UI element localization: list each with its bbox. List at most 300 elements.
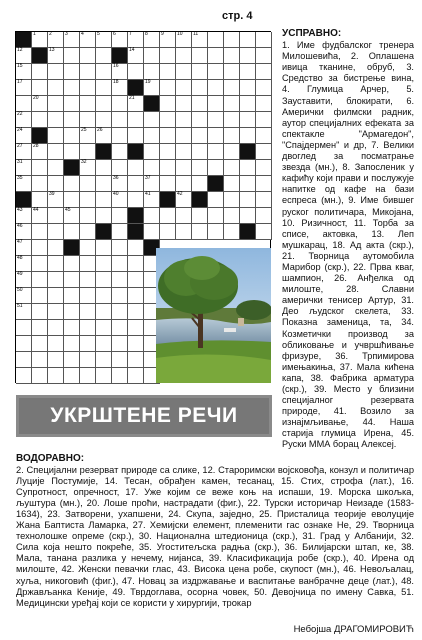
grid-cell[interactable]: [64, 320, 80, 336]
black-cell: [144, 96, 160, 112]
grid-cell[interactable]: [128, 160, 144, 176]
grid-cell[interactable]: [96, 160, 112, 176]
grid-cell[interactable]: [176, 112, 192, 128]
grid-cell[interactable]: [32, 112, 48, 128]
grid-cell[interactable]: [80, 368, 96, 384]
grid-cell[interactable]: [176, 96, 192, 112]
grid-cell[interactable]: [144, 160, 160, 176]
grid-cell[interactable]: [32, 272, 48, 288]
grid-cell[interactable]: [176, 160, 192, 176]
grid-cell[interactable]: [192, 80, 208, 96]
grid-cell[interactable]: [192, 48, 208, 64]
grid-cell[interactable]: [256, 176, 272, 192]
cell-number: 21: [129, 95, 135, 101]
cell-number: 28: [33, 143, 39, 149]
grid-cell[interactable]: [112, 112, 128, 128]
grid-cell[interactable]: [176, 208, 192, 224]
grid-cell[interactable]: [112, 144, 128, 160]
grid-cell[interactable]: [256, 192, 272, 208]
grid-cell[interactable]: [48, 144, 64, 160]
grid-cell[interactable]: [48, 80, 64, 96]
grid-cell[interactable]: [80, 80, 96, 96]
grid-cell[interactable]: [128, 368, 144, 384]
grid-cell[interactable]: [224, 80, 240, 96]
grid-cell[interactable]: [64, 32, 80, 48]
grid-cell[interactable]: [16, 144, 32, 160]
grid-cell[interactable]: [240, 176, 256, 192]
grid-cell[interactable]: [256, 80, 272, 96]
grid-cell[interactable]: [208, 32, 224, 48]
grid-cell[interactable]: [208, 80, 224, 96]
grid-cell[interactable]: [80, 144, 96, 160]
grid-cell[interactable]: [112, 288, 128, 304]
grid-cell[interactable]: [160, 32, 176, 48]
grid-cell[interactable]: [224, 208, 240, 224]
grid-cell[interactable]: [128, 304, 144, 320]
cell-number: 25: [81, 127, 87, 133]
vertical-clues-text: 1. Име фудбалског тренера Милошевића, 2. Оплашена ивица тканине, обруб, 3. Средство за бистрење вина, 4. Глумица Арчер, 5. Зауставити, блокирати, 6. Амерички филмски радник, аутор специјалних ефеката за спектакле "Армагедон", "Спајдермен" и др, 7. Велики двоглед за посматрање звезда (мн.), 8. Запосленик у кафићу који прави и послужује напитке од кафе на бази еспреса (мн.), 9. Име бившег руског политичара, Микојана, 10. Ризичност, 11. Торба за списе, актовка, 13. Леп мушкарац, 18. Ад акта (скр.), 21. Творница аутомобила Марибор (скр.), 22. Прва кваг, шампион, 26. Анђелка од милоште, 28. Славни амерички тенисер Артур, 31. Део људског скелета, 33. Показна заменица, та, 34. Козметички производ за обликовање и учвршћивање фризуре, 36. Трпимирова имењакиња, 37. Мала кићена капа, 38. Фабрика арматура (скр.), 39. Место у близини специјалног резервата природе, 41. Возило за изнајмљивање, 44. Наша старија глумица Ирена, 45. Руски ММА борац Алексеј.: [282, 40, 414, 450]
black-cell: [240, 144, 256, 160]
grid-cell[interactable]: [128, 288, 144, 304]
grid-cell[interactable]: [32, 32, 48, 48]
grid-cell[interactable]: [112, 224, 128, 240]
grid-cell[interactable]: [112, 160, 128, 176]
grid-cell[interactable]: [64, 128, 80, 144]
grid-cell[interactable]: [96, 288, 112, 304]
grid-cell[interactable]: [240, 128, 256, 144]
grid-cell[interactable]: [240, 160, 256, 176]
grid-cell[interactable]: [256, 112, 272, 128]
grid-cell[interactable]: [176, 176, 192, 192]
cell-number: 18: [113, 79, 119, 85]
grid-cell[interactable]: [16, 176, 32, 192]
grid-cell[interactable]: [80, 32, 96, 48]
grid-cell[interactable]: [64, 96, 80, 112]
grid-cell[interactable]: [144, 80, 160, 96]
grid-cell[interactable]: [48, 352, 64, 368]
grid-cell[interactable]: [16, 368, 32, 384]
grid-cell[interactable]: [160, 128, 176, 144]
grid-cell[interactable]: [80, 128, 96, 144]
grid-cell[interactable]: [176, 64, 192, 80]
black-cell: [128, 208, 144, 224]
grid-cell[interactable]: [256, 160, 272, 176]
grid-cell[interactable]: [224, 64, 240, 80]
grid-cell[interactable]: [96, 128, 112, 144]
grid-cell[interactable]: [96, 96, 112, 112]
grid-cell[interactable]: [32, 96, 48, 112]
cell-number: 11: [193, 31, 199, 37]
grid-cell[interactable]: [176, 80, 192, 96]
grid-cell[interactable]: [128, 336, 144, 352]
grid-cell[interactable]: [16, 240, 32, 256]
grid-cell[interactable]: [144, 64, 160, 80]
grid-cell[interactable]: [32, 256, 48, 272]
black-cell: [96, 144, 112, 160]
grid-cell[interactable]: [112, 192, 128, 208]
cell-number: 36: [113, 175, 119, 181]
grid-cell[interactable]: [48, 336, 64, 352]
grid-cell[interactable]: [112, 96, 128, 112]
grid-cell[interactable]: [16, 288, 32, 304]
grid-cell[interactable]: [128, 112, 144, 128]
grid-cell[interactable]: [64, 224, 80, 240]
grid-cell[interactable]: [112, 272, 128, 288]
grid-cell[interactable]: [80, 112, 96, 128]
grid-cell[interactable]: [128, 272, 144, 288]
cell-number: 31: [17, 159, 23, 165]
cell-number: 40: [113, 191, 119, 197]
grid-cell[interactable]: [112, 320, 128, 336]
grid-cell[interactable]: [80, 272, 96, 288]
grid-cell[interactable]: [112, 208, 128, 224]
grid-cell[interactable]: [192, 64, 208, 80]
grid-cell[interactable]: [80, 160, 96, 176]
grid-cell[interactable]: [128, 176, 144, 192]
grid-cell[interactable]: [208, 96, 224, 112]
grid-cell[interactable]: [208, 112, 224, 128]
grid-cell[interactable]: [48, 272, 64, 288]
grid-cell[interactable]: [192, 176, 208, 192]
grid-cell[interactable]: [48, 64, 64, 80]
grid-cell[interactable]: [80, 176, 96, 192]
grid-cell[interactable]: [16, 128, 32, 144]
horizontal-clues-text: 2. Специјални резерват природе са слике, 12. Староримски војсковођа, конзул и политичар Луције Постумије, 14. Тесан, обрађен камен, тесанац, 15. Стих, строфа (лат.), 16. Супротност, опречност, 17. Уже којим се веже коњ на испаши, 19. Морска шкољка, љуштура (мн.), 20. Лоше проћи, настрадати (фиг.), 22. Турски историчар Неизаде (1583-1634), 23. Затворени, ухапшени, 24. Скупа, заједно, 25. Присталица теорије еволуције Жана Баптиста Ламарка, 27. Хемијски елемент, племенити гас ознаке Не, 29. Творница технолошке опреме (скр.), 30. Национална штедионица (скр.), 31. Град у Албанији, 32. Сила која нешто покреће, 35. Угоститељска радња (скр.), 36. Билијарски штап, ке, 38. Мала, танана разлика у нечему, нијанса, 39. Класификација робе (скр.), 40. Ирена од милоште, 42. Женски певачки глас, 43. Висока цена робе, скупост (мн.), 46. Невољалац, хуља, никоговић (фиг.), 47. Новац за издржавање и васпитање ванбрачне деце (лат.), 48. Држављанка Кеније, 49. Тврдоглава, осорна човек, 50. Девојчица по имену Савка, 51. Медицински уређај који се користи у хирургији, трокар: [16, 465, 414, 608]
grid-cell[interactable]: [240, 192, 256, 208]
grid-cell[interactable]: [80, 64, 96, 80]
grid-cell[interactable]: [224, 128, 240, 144]
grid-cell[interactable]: [160, 48, 176, 64]
grid-cell[interactable]: [176, 224, 192, 240]
grid-cell[interactable]: [64, 208, 80, 224]
grid-cell[interactable]: [96, 112, 112, 128]
grid-cell[interactable]: [64, 64, 80, 80]
grid-cell[interactable]: [64, 256, 80, 272]
grid-cell[interactable]: [128, 32, 144, 48]
grid-cell[interactable]: [256, 144, 272, 160]
grid-cell[interactable]: [48, 304, 64, 320]
grid-cell[interactable]: [48, 320, 64, 336]
grid-cell[interactable]: [192, 128, 208, 144]
grid-cell[interactable]: [16, 336, 32, 352]
grid-cell[interactable]: [96, 320, 112, 336]
grid-cell[interactable]: [208, 208, 224, 224]
grid-cell[interactable]: [224, 112, 240, 128]
cell-number: 24: [17, 127, 23, 133]
grid-cell[interactable]: [256, 32, 272, 48]
grid-cell[interactable]: [128, 192, 144, 208]
grid-cell[interactable]: [160, 224, 176, 240]
grid-cell[interactable]: [64, 112, 80, 128]
cell-number: 51: [17, 303, 23, 309]
grid-cell[interactable]: [192, 208, 208, 224]
grid-cell[interactable]: [128, 128, 144, 144]
cell-number: 37: [145, 175, 151, 181]
grid-cell[interactable]: [112, 240, 128, 256]
grid-cell[interactable]: [48, 32, 64, 48]
grid-cell[interactable]: [16, 224, 32, 240]
horizontal-heading: ВОДОРАВНО:: [16, 453, 85, 464]
cell-number: 3: [65, 31, 68, 37]
grid-cell[interactable]: [32, 320, 48, 336]
grid-cell[interactable]: [128, 352, 144, 368]
grid-cell[interactable]: [240, 80, 256, 96]
grid-cell[interactable]: [96, 64, 112, 80]
grid-cell[interactable]: [96, 368, 112, 384]
grid-cell[interactable]: [160, 144, 176, 160]
grid-cell[interactable]: [16, 208, 32, 224]
cell-number: 2: [49, 31, 52, 37]
grid-cell[interactable]: [64, 368, 80, 384]
grid-cell[interactable]: [64, 288, 80, 304]
grid-cell[interactable]: [80, 304, 96, 320]
grid-cell[interactable]: [32, 160, 48, 176]
grid-cell[interactable]: [128, 256, 144, 272]
grid-cell[interactable]: [112, 128, 128, 144]
grid-cell[interactable]: [112, 352, 128, 368]
grid-cell[interactable]: [144, 208, 160, 224]
grid-cell[interactable]: [32, 288, 48, 304]
black-cell: [16, 192, 32, 208]
grid-cell[interactable]: [64, 48, 80, 64]
grid-cell[interactable]: [112, 256, 128, 272]
grid-cell[interactable]: [240, 32, 256, 48]
grid-cell[interactable]: [64, 304, 80, 320]
cell-number: 32: [81, 159, 87, 165]
grid-cell[interactable]: [256, 64, 272, 80]
grid-cell[interactable]: [112, 64, 128, 80]
grid-cell[interactable]: [32, 368, 48, 384]
grid-cell[interactable]: [128, 96, 144, 112]
grid-cell[interactable]: [32, 240, 48, 256]
grid-cell[interactable]: [80, 336, 96, 352]
grid-cell[interactable]: [80, 96, 96, 112]
grid-cell[interactable]: [64, 336, 80, 352]
grid-cell[interactable]: [224, 32, 240, 48]
grid-cell[interactable]: [96, 272, 112, 288]
grid-cell[interactable]: [80, 320, 96, 336]
grid-cell[interactable]: [96, 256, 112, 272]
grid-cell[interactable]: [112, 368, 128, 384]
grid-cell[interactable]: [128, 64, 144, 80]
grid-cell[interactable]: [256, 224, 272, 240]
grid-cell[interactable]: [48, 128, 64, 144]
cell-number: 7: [129, 31, 132, 37]
grid-cell[interactable]: [192, 32, 208, 48]
grid-cell[interactable]: [176, 192, 192, 208]
grid-cell[interactable]: [64, 144, 80, 160]
grid-cell[interactable]: [176, 128, 192, 144]
grid-cell[interactable]: [96, 208, 112, 224]
grid-cell[interactable]: [224, 192, 240, 208]
grid-cell[interactable]: [160, 176, 176, 192]
grid-cell[interactable]: [16, 352, 32, 368]
grid-cell[interactable]: [32, 192, 48, 208]
cell-number: 8: [145, 31, 148, 37]
grid-cell[interactable]: [112, 176, 128, 192]
grid-cell[interactable]: [208, 224, 224, 240]
grid-cell[interactable]: [144, 128, 160, 144]
cell-number: 13: [49, 47, 55, 53]
grid-cell[interactable]: [208, 160, 224, 176]
grid-cell[interactable]: [96, 80, 112, 96]
grid-cell[interactable]: [224, 224, 240, 240]
grid-cell[interactable]: [16, 112, 32, 128]
grid-cell[interactable]: [256, 96, 272, 112]
grid-cell[interactable]: [208, 144, 224, 160]
grid-cell[interactable]: [48, 240, 64, 256]
grid-cell[interactable]: [224, 144, 240, 160]
grid-cell[interactable]: [64, 176, 80, 192]
grid-cell[interactable]: [32, 64, 48, 80]
grid-cell[interactable]: [80, 240, 96, 256]
grid-cell[interactable]: [144, 192, 160, 208]
grid-cell[interactable]: [48, 256, 64, 272]
grid-cell[interactable]: [160, 208, 176, 224]
grid-cell[interactable]: [144, 224, 160, 240]
grid-cell[interactable]: [112, 32, 128, 48]
cell-number: 41: [145, 191, 151, 197]
grid-cell[interactable]: [96, 192, 112, 208]
grid-cell[interactable]: [240, 64, 256, 80]
grid-cell[interactable]: [256, 128, 272, 144]
grid-cell[interactable]: [256, 208, 272, 224]
grid-cell[interactable]: [160, 112, 176, 128]
grid-cell[interactable]: [16, 304, 32, 320]
grid-cell[interactable]: [112, 336, 128, 352]
grid-cell[interactable]: [96, 336, 112, 352]
grid-cell[interactable]: [192, 96, 208, 112]
grid-cell[interactable]: [208, 64, 224, 80]
black-cell: [240, 224, 256, 240]
grid-cell[interactable]: [16, 64, 32, 80]
grid-cell[interactable]: [192, 144, 208, 160]
grid-cell[interactable]: [48, 224, 64, 240]
black-cell: [128, 224, 144, 240]
grid-cell[interactable]: [16, 96, 32, 112]
grid-cell[interactable]: [48, 48, 64, 64]
grid-cell[interactable]: [32, 208, 48, 224]
grid-cell[interactable]: [16, 160, 32, 176]
grid-cell[interactable]: [224, 160, 240, 176]
grid-cell[interactable]: [64, 192, 80, 208]
black-cell: [160, 192, 176, 208]
grid-cell[interactable]: [240, 96, 256, 112]
grid-cell[interactable]: [48, 176, 64, 192]
grid-cell[interactable]: [160, 80, 176, 96]
grid-cell[interactable]: [48, 368, 64, 384]
grid-cell[interactable]: [80, 288, 96, 304]
grid-cell[interactable]: [128, 48, 144, 64]
grid-cell[interactable]: [176, 48, 192, 64]
grid-cell[interactable]: [192, 224, 208, 240]
grid-cell[interactable]: [64, 352, 80, 368]
grid-cell[interactable]: [144, 144, 160, 160]
grid-cell[interactable]: [240, 48, 256, 64]
grid-cell[interactable]: [48, 208, 64, 224]
grid-cell[interactable]: [224, 96, 240, 112]
grid-cell[interactable]: [96, 352, 112, 368]
grid-cell[interactable]: [160, 96, 176, 112]
grid-cell[interactable]: [64, 80, 80, 96]
black-cell: [32, 128, 48, 144]
grid-cell[interactable]: [128, 240, 144, 256]
cell-number: 1: [33, 31, 36, 37]
grid-cell[interactable]: [32, 176, 48, 192]
grid-cell[interactable]: [144, 176, 160, 192]
grid-cell[interactable]: [48, 160, 64, 176]
grid-cell[interactable]: [80, 48, 96, 64]
grid-cell[interactable]: [32, 144, 48, 160]
grid-cell[interactable]: [48, 112, 64, 128]
grid-cell[interactable]: [160, 160, 176, 176]
grid-cell[interactable]: [192, 112, 208, 128]
black-cell: [96, 224, 112, 240]
grid-cell[interactable]: [96, 48, 112, 64]
grid-cell[interactable]: [112, 80, 128, 96]
grid-cell[interactable]: [96, 240, 112, 256]
grid-cell[interactable]: [80, 256, 96, 272]
grid-cell[interactable]: [96, 176, 112, 192]
grid-cell[interactable]: [144, 112, 160, 128]
grid-cell[interactable]: [112, 304, 128, 320]
grid-cell[interactable]: [16, 48, 32, 64]
grid-cell[interactable]: [16, 272, 32, 288]
grid-cell[interactable]: [128, 320, 144, 336]
grid-cell[interactable]: [32, 336, 48, 352]
grid-cell[interactable]: [224, 176, 240, 192]
grid-cell[interactable]: [208, 192, 224, 208]
grid-cell[interactable]: [144, 32, 160, 48]
page-number: стр. 4: [222, 10, 253, 22]
grid-cell[interactable]: [32, 80, 48, 96]
grid-cell[interactable]: [208, 128, 224, 144]
grid-cell[interactable]: [208, 48, 224, 64]
grid-cell[interactable]: [176, 144, 192, 160]
grid-cell[interactable]: [32, 224, 48, 240]
grid-cell[interactable]: [80, 208, 96, 224]
grid-cell[interactable]: [240, 112, 256, 128]
title-banner: УКРШТЕНЕ РЕЧИ: [16, 395, 272, 437]
grid-cell[interactable]: [240, 208, 256, 224]
cell-number: 43: [17, 207, 23, 213]
grid-cell[interactable]: [32, 304, 48, 320]
grid-cell[interactable]: [176, 32, 192, 48]
grid-cell[interactable]: [48, 192, 64, 208]
black-cell: [112, 48, 128, 64]
grid-cell[interactable]: [16, 80, 32, 96]
grid-cell[interactable]: [16, 256, 32, 272]
grid-cell[interactable]: [64, 272, 80, 288]
grid-cell[interactable]: [48, 96, 64, 112]
grid-cell[interactable]: [80, 192, 96, 208]
grid-cell[interactable]: [16, 320, 32, 336]
grid-cell[interactable]: [32, 352, 48, 368]
grid-cell[interactable]: [96, 304, 112, 320]
grid-cell[interactable]: [96, 32, 112, 48]
grid-cell[interactable]: [256, 48, 272, 64]
grid-cell[interactable]: [144, 48, 160, 64]
cell-number: 17: [17, 79, 23, 85]
black-cell: [32, 48, 48, 64]
grid-cell[interactable]: [192, 160, 208, 176]
cell-number: 15: [17, 63, 23, 69]
grid-cell[interactable]: [80, 224, 96, 240]
grid-cell[interactable]: [160, 64, 176, 80]
grid-cell[interactable]: [224, 48, 240, 64]
grid-cell[interactable]: [48, 288, 64, 304]
grid-cell[interactable]: [80, 352, 96, 368]
